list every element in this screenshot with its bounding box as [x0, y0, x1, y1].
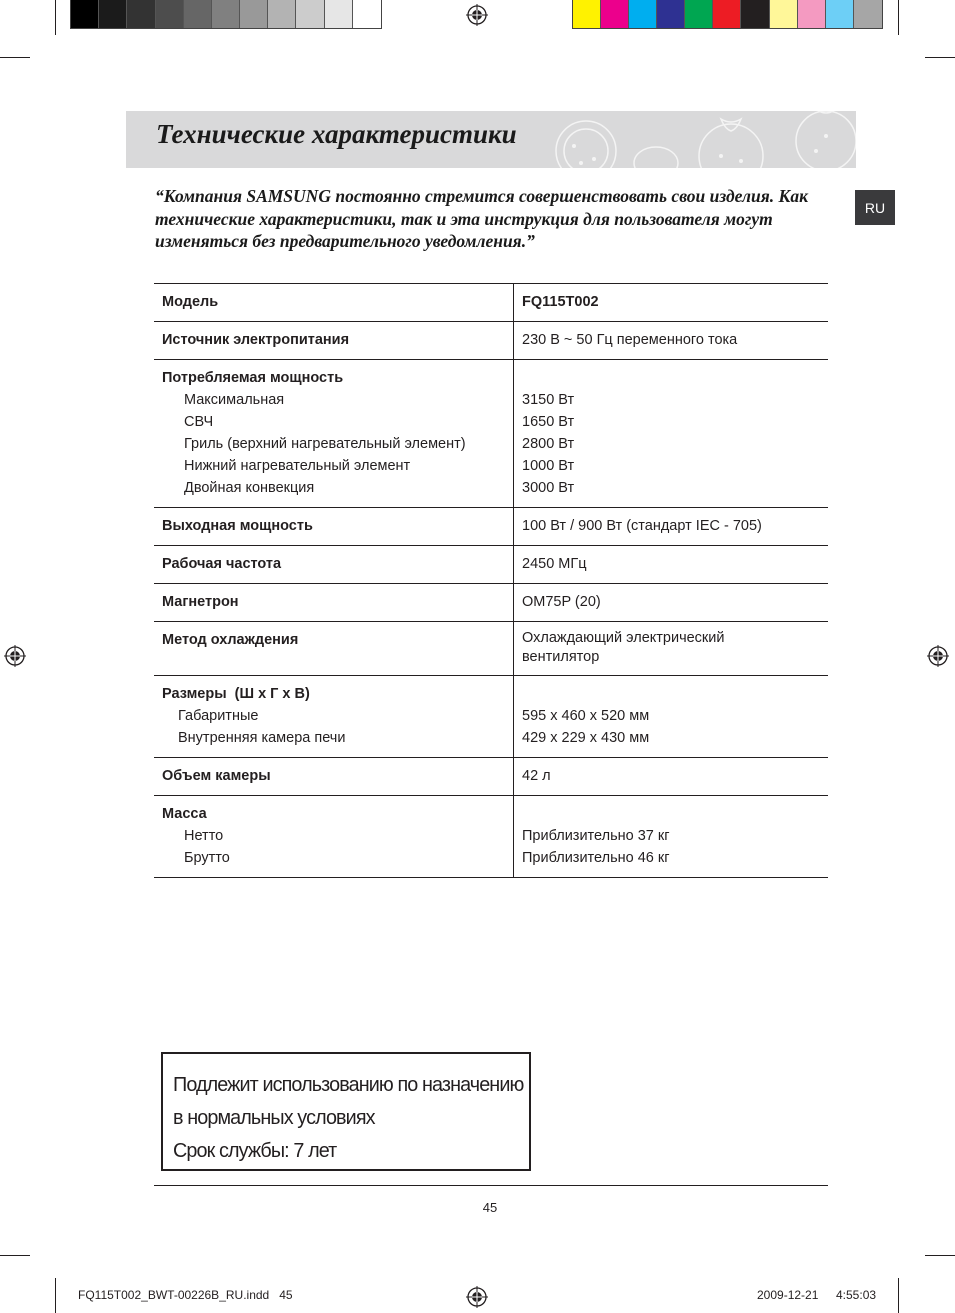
table-row: [154, 758, 828, 796]
table-row: [154, 796, 828, 878]
notice-line: Срок службы: 7 лет: [173, 1140, 337, 1162]
spec-sub-value: 1650 Вт: [522, 414, 575, 430]
crop-mark: [0, 57, 30, 58]
spec-value: 230 В ~ 50 Гц переменного тока: [514, 322, 829, 360]
color-swatch: [240, 0, 268, 28]
crop-mark: [0, 1255, 30, 1256]
table-row: [154, 322, 828, 360]
table-row: [154, 508, 828, 546]
color-swatch: [713, 0, 741, 28]
color-swatch: [296, 0, 324, 28]
spec-value: [514, 360, 829, 508]
color-swatch: [601, 0, 629, 28]
page-title: Технические характеристики: [156, 119, 517, 149]
color-swatch: [826, 0, 854, 28]
color-swatch: [741, 0, 769, 28]
spec-group-title: Потребляемая мощность: [162, 370, 344, 386]
spec-value: [514, 796, 829, 878]
spec-sub-value: 3000 Вт: [522, 480, 575, 496]
notice-line: в нормальных условиях: [173, 1107, 375, 1129]
table-row: [154, 584, 828, 622]
color-swatch: [573, 0, 601, 28]
table-row: [154, 622, 828, 676]
registration-mark-icon: [466, 1286, 488, 1308]
color-swatch: [156, 0, 184, 28]
spec-sub-label: Внутренняя камера печи: [178, 730, 346, 746]
section-header: [126, 111, 856, 168]
color-swatch: [685, 0, 713, 28]
spec-value: [514, 676, 829, 758]
spec-sub-value: 1000 Вт: [522, 458, 575, 474]
language-tab: RU: [855, 190, 895, 225]
spec-value: FQ115T002: [514, 284, 829, 322]
spec-sub-label: Двойная конвекция: [184, 480, 315, 496]
spec-label: Магнетрон: [154, 584, 514, 622]
spec-group-title: Масса: [162, 806, 207, 822]
spec-value: 2450 МГц: [514, 546, 829, 584]
spec-sub-value: Приблизительно 46 кг: [522, 850, 670, 866]
spec-label: [154, 796, 514, 878]
spec-value: 100 Вт / 900 Вт (стандарт IEC - 705): [514, 508, 829, 546]
table-row: [154, 284, 828, 322]
color-swatch: [212, 0, 240, 28]
decorative-vegetables-icon: [526, 111, 856, 168]
spec-label: Модель: [154, 284, 514, 322]
spec-label: Объем камеры: [154, 758, 514, 796]
slug-time: 4:55:03: [836, 1288, 877, 1302]
color-swatch: [770, 0, 798, 28]
color-swatch: [71, 0, 99, 28]
spec-value: OM75P (20): [514, 584, 829, 622]
crop-mark: [898, 0, 899, 35]
crop-mark: [925, 1255, 955, 1256]
spec-group-title: Размеры (Ш x Г x В): [162, 686, 310, 702]
color-swatch: [268, 0, 296, 28]
slug-date: 2009-12-21: [757, 1288, 819, 1302]
color-swatch: [854, 0, 882, 28]
crop-mark: [925, 57, 955, 58]
color-swatch: [629, 0, 657, 28]
service-life-notice: [161, 1052, 531, 1171]
spec-label: [154, 676, 514, 758]
spec-sub-value: 3150 Вт: [522, 392, 575, 408]
color-swatch: [657, 0, 685, 28]
spec-label: Метод охлаждения: [154, 622, 514, 676]
spec-value-line: вентилятор: [522, 649, 600, 665]
color-swatch: [325, 0, 353, 28]
spec-label: Источник электропитания: [154, 322, 514, 360]
color-calibration-bar: [572, 0, 883, 29]
spec-sub-label: Брутто: [184, 850, 230, 866]
spec-sub-label: Нижний нагревательный элемент: [184, 458, 411, 474]
spec-sub-label: Гриль (верхний нагревательный элемент): [184, 436, 466, 452]
slug-filename: FQ115T002_BWT-00226B_RU.indd 45: [78, 1288, 293, 1302]
spec-sub-value: Приблизительно 37 кг: [522, 828, 670, 844]
spec-label: [154, 360, 514, 508]
spec-label: Рабочая частота: [154, 546, 514, 584]
spec-value-line: Охлаждающий электрический: [522, 630, 725, 646]
spec-sub-label: Габаритные: [178, 708, 259, 724]
color-swatch: [353, 0, 381, 28]
registration-mark-icon: [466, 4, 488, 26]
crop-mark: [55, 0, 56, 35]
color-swatch: [127, 0, 155, 28]
table-row: [154, 676, 828, 758]
spec-value: 42 л: [514, 758, 829, 796]
spec-value: [514, 622, 829, 676]
notice-line: Подлежит использованию по назначению: [173, 1074, 524, 1096]
color-swatch: [99, 0, 127, 28]
spec-sub-label: Нетто: [184, 828, 224, 844]
color-swatch: [798, 0, 826, 28]
specifications-table: [154, 283, 828, 878]
table-row: [154, 546, 828, 584]
footer-divider: [154, 1185, 828, 1186]
crop-mark: [55, 1278, 56, 1313]
crop-mark: [898, 1278, 899, 1313]
spec-sub-label: СВЧ: [184, 414, 214, 430]
spec-sub-value: 429 x 229 x 430 мм: [522, 730, 650, 746]
grayscale-calibration-bar: [70, 0, 382, 29]
page-number: 45: [482, 1200, 498, 1215]
table-row: [154, 360, 828, 508]
color-swatch: [184, 0, 212, 28]
spec-sub-label: Максимальная: [184, 392, 285, 408]
spec-sub-value: 595 x 460 x 520 мм: [522, 708, 650, 724]
registration-mark-icon: [4, 645, 26, 667]
intro-paragraph: “Компания SAMSUNG постоянно стремится совершенствовать свои изделия. Как технические характеристики, так и эта инструкция для пользователя могут изменяться без предварительного уведомления.”: [155, 186, 808, 251]
spec-label: Выходная мощность: [154, 508, 514, 546]
spec-sub-value: 2800 Вт: [522, 436, 575, 452]
registration-mark-icon: [927, 645, 949, 667]
